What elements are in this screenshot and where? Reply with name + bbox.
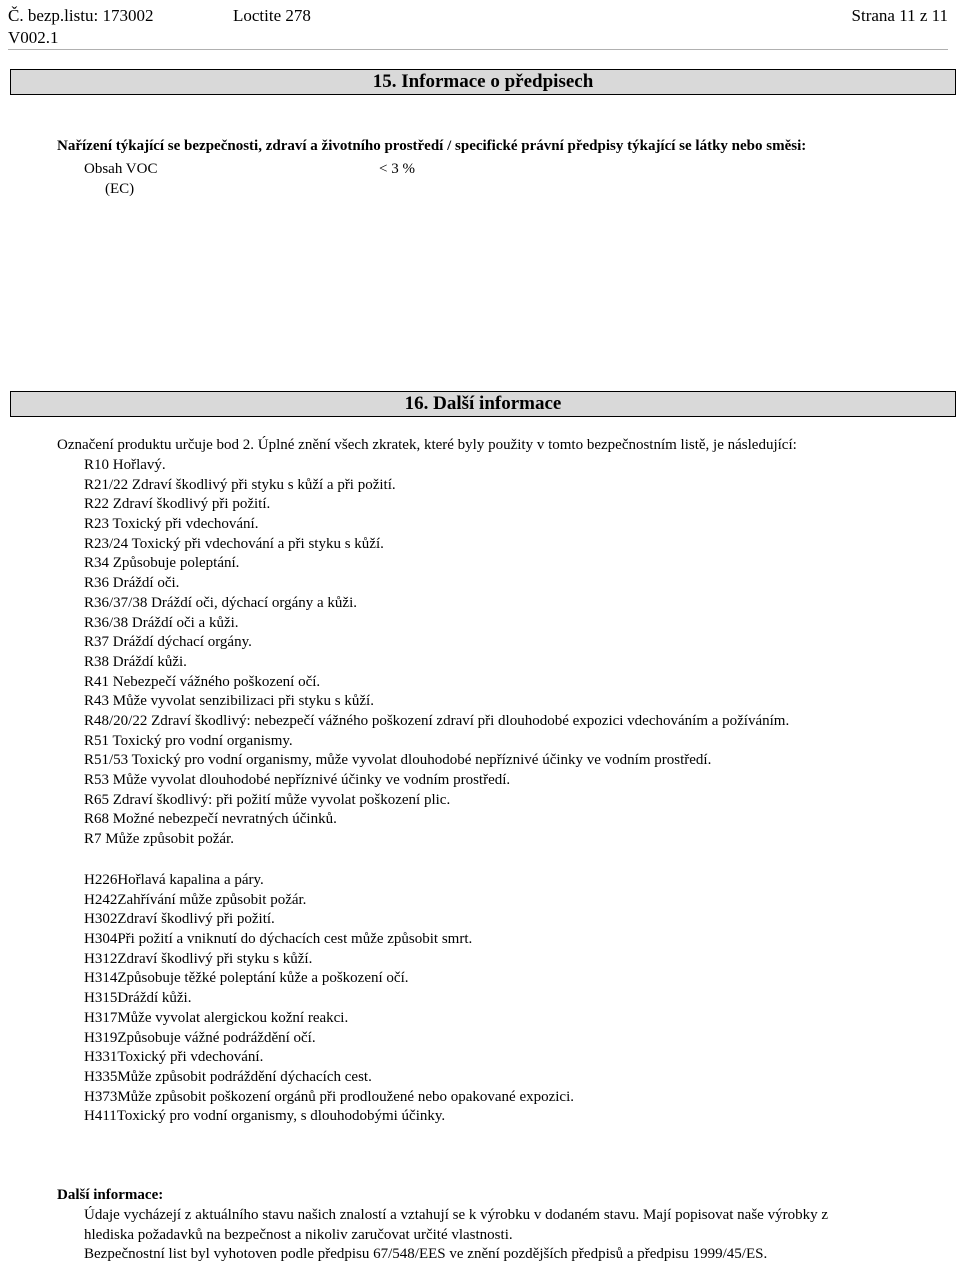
h-phrase: H314Způsobuje těžké poleptání kůže a poškození očí. xyxy=(84,970,409,987)
section-16-title: 16. Další informace xyxy=(10,391,956,417)
r-phrase: R43 Může vyvolat senzibilizaci při styku s kůží. xyxy=(84,693,374,710)
document-version: V002.1 xyxy=(8,28,59,47)
r-phrase: R48/20/22 Zdraví škodlivý: nebezpečí vážného poškození zdraví při dlouhodobé expozici vdechováním a požíváním. xyxy=(84,712,790,729)
section-15-title: 15. Informace o předpisech xyxy=(10,69,956,95)
section-15-intro: Nařízení týkající se bezpečnosti, zdraví a životního prostředí / specifické právní předpisy týkající se látky nebo směsi: xyxy=(57,138,807,154)
further-info-text xyxy=(84,1206,828,1265)
h-phrase: H411Toxický pro vodní organismy, s dlouhodobými účinky. xyxy=(84,1108,446,1125)
h-phrase: H312Zdraví škodlivý při styku s kůží. xyxy=(84,950,313,967)
further-info-line: Bezpečnostní list byl vyhotoven podle předpisu 67/548/EES ve znění pozdějších předpisů a předpisu 1999/45/ES. xyxy=(84,1246,768,1263)
voc-value: < 3 % xyxy=(379,161,415,177)
r-phrase: R41 Nebezpečí vážného poškození očí. xyxy=(84,673,321,690)
h-phrase: H315Dráždí kůži. xyxy=(84,990,192,1007)
h-phrase: H319Způsobuje vážné podráždění očí. xyxy=(84,1029,316,1046)
r-phrase: R36/37/38 Dráždí oči, dýchací orgány a kůži. xyxy=(84,594,357,611)
r-phrase: R7 Může způsobit požár. xyxy=(84,831,234,848)
h-phrase: H335Může způsobit podráždění dýchacích cest. xyxy=(84,1068,372,1085)
r-phrase: R10 Hořlavý. xyxy=(84,457,166,473)
page-header xyxy=(8,4,948,46)
r-phrase-list xyxy=(84,456,789,850)
r-phrase: R68 Možné nebezpečí nevratných účinků. xyxy=(84,811,337,828)
r-phrase: R38 Dráždí kůži. xyxy=(84,653,187,670)
r-phrase: R21/22 Zdraví škodlivý při styku s kůží a při požití. xyxy=(84,476,396,493)
product-name: Loctite 278 xyxy=(233,6,311,25)
r-phrase: R23/24 Toxický při vdechování a při styku s kůží. xyxy=(84,535,384,552)
voc-label: Obsah VOC xyxy=(84,161,158,177)
r-phrase: R37 Dráždí dýchací orgány. xyxy=(84,634,252,651)
document-number: Č. bezp.listu: 173002 xyxy=(8,6,154,25)
further-info-line: Údaje vycházejí z aktuálního stavu našich znalostí a vztahují se k výrobku v dodaném stavu. Mají popisovat naše výrobky z xyxy=(84,1207,828,1223)
h-phrase: H304Při požití a vniknutí do dýchacích cest může způsobit smrt. xyxy=(84,931,473,948)
header-divider xyxy=(8,49,948,50)
further-info-line: hlediska požadavků na bezpečnost a nikoliv zaručovat určité vlastnosti. xyxy=(84,1226,513,1243)
r-phrase: R34 Způsobuje poleptání. xyxy=(84,555,240,572)
r-phrase: R23 Toxický při vdechování. xyxy=(84,516,259,533)
r-phrase: R51 Toxický pro vodní organismy. xyxy=(84,732,293,749)
further-info-label: Další informace: xyxy=(57,1187,164,1203)
h-phrase-list xyxy=(84,871,574,1127)
page-number: Strana 11 z 11 xyxy=(851,6,948,25)
section-16-intro: Označení produktu určuje bod 2. Úplné znění všech zkratek, které byly použity v tomto bezpečnostním listě, je následující: xyxy=(57,437,797,453)
r-phrase: R22 Zdraví škodlivý při požití. xyxy=(84,496,271,513)
r-phrase: R51/53 Toxický pro vodní organismy, může vyvolat dlouhodobé nepříznivé účinky ve vodním prostředí. xyxy=(84,752,712,769)
voc-sub-label: (EC) xyxy=(105,181,135,197)
r-phrase: R36 Dráždí oči. xyxy=(84,575,180,592)
h-phrase: H373Může způsobit poškození orgánů při prodloužené nebo opakované expozici. xyxy=(84,1088,575,1105)
r-phrase: R36/38 Dráždí oči a kůži. xyxy=(84,614,239,631)
h-phrase: H331Toxický při vdechování. xyxy=(84,1049,264,1066)
r-phrase: R53 Může vyvolat dlouhodobé nepříznivé účinky ve vodním prostředí. xyxy=(84,772,511,788)
h-phrase: H317Může vyvolat alergickou kožní reakci. xyxy=(84,1009,349,1026)
h-phrase: H242Zahřívání může způsobit požár. xyxy=(84,891,307,908)
h-phrase: H226Hořlavá kapalina a páry. xyxy=(84,872,264,888)
r-phrase: R65 Zdraví škodlivý: při požití může vyvolat poškození plic. xyxy=(84,791,451,808)
h-phrase: H302Zdraví škodlivý při požití. xyxy=(84,911,275,928)
